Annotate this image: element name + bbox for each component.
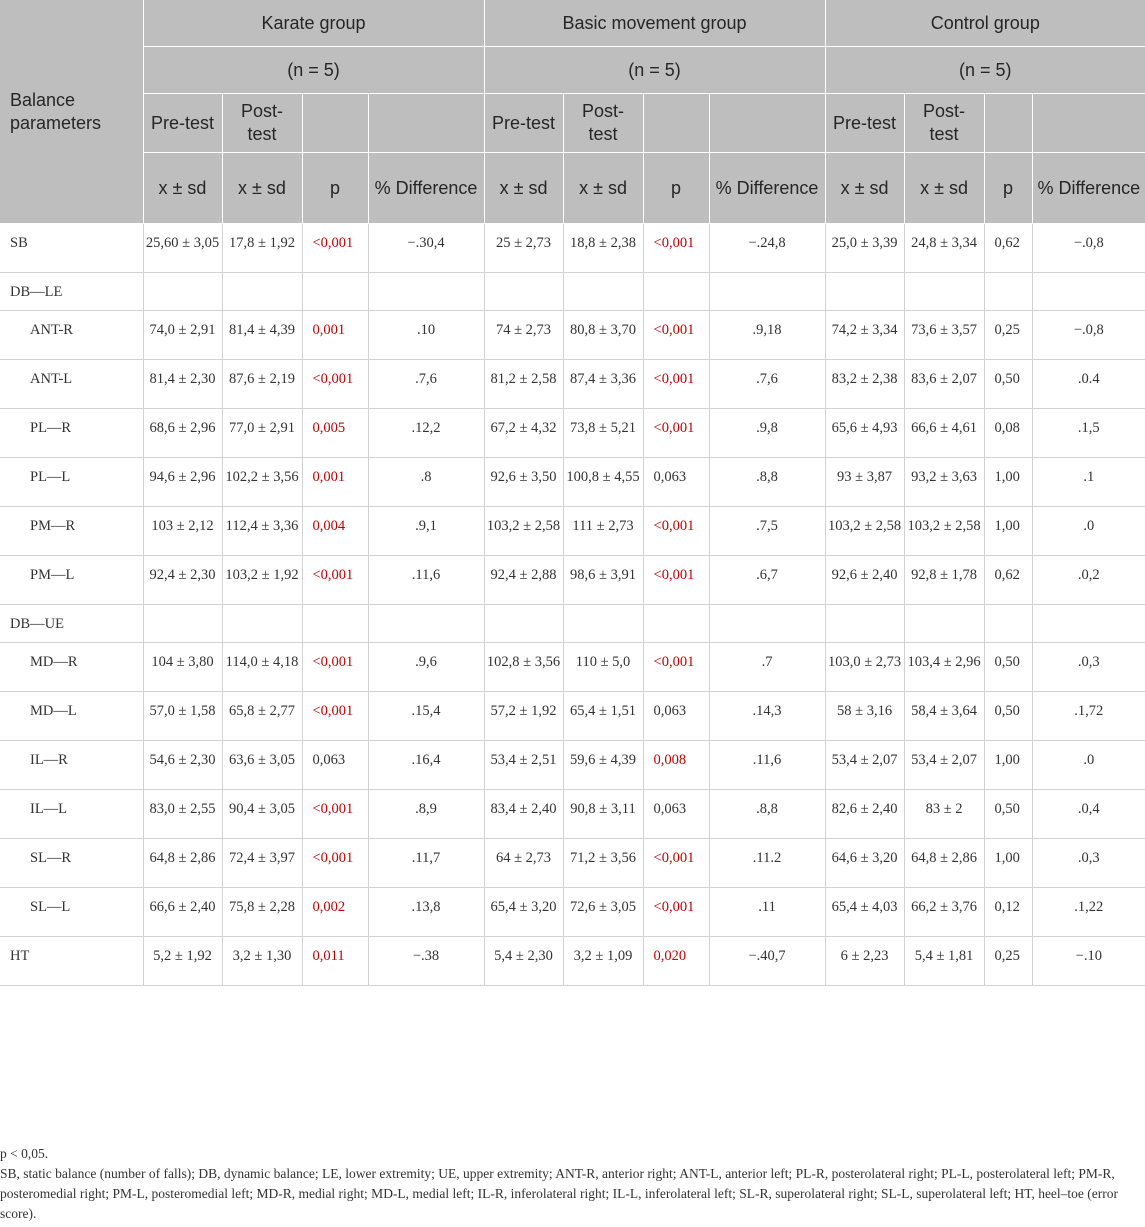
percent-difference: .0,3: [1032, 839, 1145, 888]
empty-cell: [143, 273, 222, 311]
pre-test-value: 53,4 ± 2,07: [825, 741, 904, 790]
percent-difference: .11,7: [368, 839, 484, 888]
percent-difference: .7,5: [709, 507, 825, 556]
pre-test-value: 58 ± 3,16: [825, 692, 904, 741]
percent-difference: .11: [709, 888, 825, 937]
p-value: <0,001: [643, 839, 709, 888]
p-value: <0,001: [643, 360, 709, 409]
p-value: 0,005: [302, 409, 368, 458]
pre-test-value: 103,2 ± 2,58: [825, 507, 904, 556]
pre-test-value: 25,0 ± 3,39: [825, 224, 904, 273]
post-test-value: 90,4 ± 3,05: [222, 790, 302, 839]
p-value: 0,063: [643, 692, 709, 741]
percent-difference: .0,4: [1032, 790, 1145, 839]
pre-test-value: 83,4 ± 2,40: [484, 790, 563, 839]
empty-cell: [302, 605, 368, 643]
table-row: [0, 937, 1145, 986]
pre-test-value: 81,4 ± 2,30: [143, 360, 222, 409]
row-parameter: PM—R: [0, 507, 143, 556]
post-test-value: 83,6 ± 2,07: [904, 360, 984, 409]
row-parameter: SL—R: [0, 839, 143, 888]
pre-test-value: 64,6 ± 3,20: [825, 839, 904, 888]
post-test-value: 92,8 ± 1,78: [904, 556, 984, 605]
percent-difference: .1,5: [1032, 409, 1145, 458]
pre-test-value: 103 ± 2,12: [143, 507, 222, 556]
empty-cell: [904, 273, 984, 311]
percent-difference: .6,7: [709, 556, 825, 605]
pre-test-value: 5,4 ± 2,30: [484, 937, 563, 986]
row-parameter: MD—L: [0, 692, 143, 741]
pre-test-value: 66,6 ± 2,40: [143, 888, 222, 937]
p-value: 0,063: [643, 458, 709, 507]
control-pre-test-header: Pre-test: [825, 94, 904, 153]
p-value: <0,001: [302, 839, 368, 888]
post-test-value: 77,0 ± 2,91: [222, 409, 302, 458]
row-parameter: PL—L: [0, 458, 143, 507]
p-value: <0,001: [643, 409, 709, 458]
post-test-value: 66,2 ± 3,76: [904, 888, 984, 937]
percent-difference: .8,8: [709, 458, 825, 507]
post-test-value: 93,2 ± 3,63: [904, 458, 984, 507]
table-row: [0, 458, 1145, 507]
p-value: 0,12: [984, 888, 1032, 937]
control-group-header: Control group: [825, 0, 1145, 47]
post-test-value: 80,8 ± 3,70: [563, 311, 643, 360]
p-value: 0,063: [302, 741, 368, 790]
pre-test-value: 57,2 ± 1,92: [484, 692, 563, 741]
pre-test-value: 93 ± 3,87: [825, 458, 904, 507]
percent-difference: .0,2: [1032, 556, 1145, 605]
percent-difference: −.10: [1032, 937, 1145, 986]
post-test-value: 102,2 ± 3,56: [222, 458, 302, 507]
post-test-value: 53,4 ± 2,07: [904, 741, 984, 790]
pre-test-value: 57,0 ± 1,58: [143, 692, 222, 741]
percent-difference: .1: [1032, 458, 1145, 507]
percent-difference: .13,8: [368, 888, 484, 937]
p-value: 0,62: [984, 224, 1032, 273]
control-post-xsd: x ± sd: [904, 153, 984, 224]
p-value: 0,001: [302, 458, 368, 507]
post-test-value: 73,8 ± 5,21: [563, 409, 643, 458]
empty-cell: [302, 273, 368, 311]
table-row: [0, 605, 1145, 643]
pre-test-value: 6 ± 2,23: [825, 937, 904, 986]
percent-difference: −.0,8: [1032, 224, 1145, 273]
post-test-value: 112,4 ± 3,36: [222, 507, 302, 556]
percent-difference: −.0,8: [1032, 311, 1145, 360]
row-parameter: PL—R: [0, 409, 143, 458]
p-value: <0,001: [643, 224, 709, 273]
empty-cell: [368, 605, 484, 643]
post-test-value: 66,6 ± 4,61: [904, 409, 984, 458]
post-test-value: 3,2 ± 1,30: [222, 937, 302, 986]
post-test-value: 72,4 ± 3,97: [222, 839, 302, 888]
empty-cell: [825, 273, 904, 311]
control-diff-header: % Difference: [1032, 153, 1145, 224]
row-parameter: DB—UE: [0, 605, 143, 643]
empty-cell: [222, 605, 302, 643]
p-value: 0,002: [302, 888, 368, 937]
table-row: [0, 888, 1145, 937]
percent-difference: .9,1: [368, 507, 484, 556]
post-test-value: 58,4 ± 3,64: [904, 692, 984, 741]
balance-parameters-header: Balance parameters: [0, 0, 143, 224]
empty-cell: [984, 273, 1032, 311]
empty-cell: [643, 273, 709, 311]
pre-test-value: 65,4 ± 3,20: [484, 888, 563, 937]
pre-test-value: 25,60 ± 3,05: [143, 224, 222, 273]
karate-diff-header: % Difference: [368, 153, 484, 224]
percent-difference: .0,3: [1032, 643, 1145, 692]
percent-difference: .8: [368, 458, 484, 507]
pre-test-value: 64 ± 2,73: [484, 839, 563, 888]
basic-blank: [643, 94, 709, 153]
row-parameter: SL—L: [0, 888, 143, 937]
basic-post-xsd: x ± sd: [563, 153, 643, 224]
empty-cell: [143, 605, 222, 643]
percent-difference: .14,3: [709, 692, 825, 741]
table-footnotes: [0, 1144, 1140, 1224]
karate-post-xsd: x ± sd: [222, 153, 302, 224]
empty-cell: [904, 605, 984, 643]
significance-note: p < 0,05.: [0, 1146, 49, 1161]
p-value: <0,001: [302, 790, 368, 839]
row-parameter: IL—L: [0, 790, 143, 839]
p-value: 0,50: [984, 692, 1032, 741]
p-value: 1,00: [984, 507, 1032, 556]
pre-test-value: 65,4 ± 4,03: [825, 888, 904, 937]
post-test-value: 98,6 ± 3,91: [563, 556, 643, 605]
empty-cell: [563, 273, 643, 311]
post-test-value: 87,6 ± 2,19: [222, 360, 302, 409]
control-post-test-header: Post-test: [904, 94, 984, 153]
percent-difference: .0: [1032, 507, 1145, 556]
pre-test-value: 65,6 ± 4,93: [825, 409, 904, 458]
empty-cell: [984, 605, 1032, 643]
percent-difference: −.30,4: [368, 224, 484, 273]
post-test-value: 103,2 ± 1,92: [222, 556, 302, 605]
percent-difference: .9,6: [368, 643, 484, 692]
karate-blank: [368, 94, 484, 153]
table-row: [0, 224, 1145, 273]
post-test-value: 63,6 ± 3,05: [222, 741, 302, 790]
control-pre-xsd: x ± sd: [825, 153, 904, 224]
empty-cell: [484, 273, 563, 311]
basic-pre-test-header: Pre-test: [484, 94, 563, 153]
pre-test-value: 94,6 ± 2,96: [143, 458, 222, 507]
row-parameter: SB: [0, 224, 143, 273]
post-test-value: 71,2 ± 3,56: [563, 839, 643, 888]
post-test-value: 72,6 ± 3,05: [563, 888, 643, 937]
p-value: 1,00: [984, 458, 1032, 507]
table-row: [0, 790, 1145, 839]
p-value: <0,001: [643, 556, 709, 605]
table-row: [0, 507, 1145, 556]
control-blank: [984, 94, 1032, 153]
karate-group-header: Karate group: [143, 0, 484, 47]
percent-difference: .0.4: [1032, 360, 1145, 409]
percent-difference: .9,8: [709, 409, 825, 458]
table-row: [0, 273, 1145, 311]
p-value: 0,008: [643, 741, 709, 790]
pre-test-value: 92,4 ± 2,30: [143, 556, 222, 605]
row-parameter: MD—R: [0, 643, 143, 692]
basic-p-header: p: [643, 153, 709, 224]
basic-diff-header: % Difference: [709, 153, 825, 224]
percent-difference: .11,6: [709, 741, 825, 790]
p-value: <0,001: [302, 224, 368, 273]
empty-cell: [709, 605, 825, 643]
empty-cell: [1032, 273, 1145, 311]
karate-pre-test-header: Pre-test: [143, 94, 222, 153]
percent-difference: .8,9: [368, 790, 484, 839]
post-test-value: 65,8 ± 2,77: [222, 692, 302, 741]
p-value: <0,001: [302, 692, 368, 741]
karate-pre-xsd: x ± sd: [143, 153, 222, 224]
row-parameter: HT: [0, 937, 143, 986]
post-test-value: 75,8 ± 2,28: [222, 888, 302, 937]
post-test-value: 111 ± 2,73: [563, 507, 643, 556]
pre-test-value: 25 ± 2,73: [484, 224, 563, 273]
table-row: [0, 643, 1145, 692]
percent-difference: .10: [368, 311, 484, 360]
row-parameter: ANT-L: [0, 360, 143, 409]
basic-movement-n: (n = 5): [484, 47, 825, 94]
table-row: [0, 311, 1145, 360]
basic-blank: [709, 94, 825, 153]
empty-cell: [1032, 605, 1145, 643]
pre-test-value: 5,2 ± 1,92: [143, 937, 222, 986]
table-row: [0, 839, 1145, 888]
post-test-value: 64,8 ± 2,86: [904, 839, 984, 888]
post-test-value: 73,6 ± 3,57: [904, 311, 984, 360]
empty-cell: [484, 605, 563, 643]
p-value: 0,62: [984, 556, 1032, 605]
table-row: [0, 692, 1145, 741]
pre-test-value: 74,0 ± 2,91: [143, 311, 222, 360]
p-value: <0,001: [643, 643, 709, 692]
percent-difference: .11,6: [368, 556, 484, 605]
post-test-value: 110 ± 5,0: [563, 643, 643, 692]
karate-post-test-header: Post-test: [222, 94, 302, 153]
p-value: <0,001: [302, 360, 368, 409]
post-test-value: 17,8 ± 1,92: [222, 224, 302, 273]
p-value: <0,001: [302, 643, 368, 692]
basic-post-test-header: Post-test: [563, 94, 643, 153]
control-n: (n = 5): [825, 47, 1145, 94]
empty-cell: [368, 273, 484, 311]
percent-difference: .0: [1032, 741, 1145, 790]
percent-difference: .8,8: [709, 790, 825, 839]
pre-test-value: 67,2 ± 4,32: [484, 409, 563, 458]
pre-test-value: 82,6 ± 2,40: [825, 790, 904, 839]
percent-difference: .7,6: [709, 360, 825, 409]
pre-test-value: 54,6 ± 2,30: [143, 741, 222, 790]
basic-movement-group-header: Basic movement group: [484, 0, 825, 47]
p-value: 0,004: [302, 507, 368, 556]
post-test-value: 87,4 ± 3,36: [563, 360, 643, 409]
post-test-value: 24,8 ± 3,34: [904, 224, 984, 273]
percent-difference: −.24,8: [709, 224, 825, 273]
pre-test-value: 81,2 ± 2,58: [484, 360, 563, 409]
p-value: 0,50: [984, 360, 1032, 409]
p-value: 1,00: [984, 741, 1032, 790]
p-value: 0,50: [984, 790, 1032, 839]
pre-test-value: 64,8 ± 2,86: [143, 839, 222, 888]
table-row: [0, 741, 1145, 790]
percent-difference: .1,72: [1032, 692, 1145, 741]
pre-test-value: 53,4 ± 2,51: [484, 741, 563, 790]
pre-test-value: 92,4 ± 2,88: [484, 556, 563, 605]
post-test-value: 65,4 ± 1,51: [563, 692, 643, 741]
p-value: 0,25: [984, 311, 1032, 360]
p-value: 1,00: [984, 839, 1032, 888]
p-value: 0,011: [302, 937, 368, 986]
percent-difference: .16,4: [368, 741, 484, 790]
row-parameter: PM—L: [0, 556, 143, 605]
percent-difference: .7: [709, 643, 825, 692]
pre-test-value: 68,6 ± 2,96: [143, 409, 222, 458]
pre-test-value: 103,0 ± 2,73: [825, 643, 904, 692]
pre-test-value: 102,8 ± 3,56: [484, 643, 563, 692]
p-value: 0,25: [984, 937, 1032, 986]
pre-test-value: 83,0 ± 2,55: [143, 790, 222, 839]
table-body: [0, 224, 1145, 986]
karate-n: (n = 5): [143, 47, 484, 94]
pre-test-value: 103,2 ± 2,58: [484, 507, 563, 556]
karate-blank: [302, 94, 368, 153]
post-test-value: 18,8 ± 2,38: [563, 224, 643, 273]
empty-cell: [222, 273, 302, 311]
post-test-value: 114,0 ± 4,18: [222, 643, 302, 692]
control-p-header: p: [984, 153, 1032, 224]
pre-test-value: 74,2 ± 3,34: [825, 311, 904, 360]
p-value: <0,001: [643, 311, 709, 360]
post-test-value: 100,8 ± 4,55: [563, 458, 643, 507]
p-value: <0,001: [643, 888, 709, 937]
p-value: <0,001: [643, 507, 709, 556]
percent-difference: .15,4: [368, 692, 484, 741]
post-test-value: 103,4 ± 2,96: [904, 643, 984, 692]
row-parameter: ANT-R: [0, 311, 143, 360]
post-test-value: 59,6 ± 4,39: [563, 741, 643, 790]
pre-test-value: 83,2 ± 2,38: [825, 360, 904, 409]
p-value: 0,020: [643, 937, 709, 986]
empty-cell: [643, 605, 709, 643]
percent-difference: .12,2: [368, 409, 484, 458]
table-row: [0, 556, 1145, 605]
post-test-value: 81,4 ± 4,39: [222, 311, 302, 360]
p-value: 0,063: [643, 790, 709, 839]
abbreviations-note: SB, static balance (number of falls); DB, dynamic balance; LE, lower extremity; UE, upper extremity; ANT-R, anterior right; ANT-L, anterior left; PL-R, posterolateral right; PL-L, posterolateral left; PM-R, posteromedial right; PM-L, posteromedial left; MD-R, medial right; MD-L, medial left; IL-R, inferolateral right; IL-L, inferolateral left; SL-R, superolateral right; SL-L, superolateral left; HT, heel–toe (error score).: [0, 1166, 1119, 1221]
p-value: 0,08: [984, 409, 1032, 458]
post-test-value: 3,2 ± 1,09: [563, 937, 643, 986]
post-test-value: 90,8 ± 3,11: [563, 790, 643, 839]
percent-difference: .9,18: [709, 311, 825, 360]
post-test-value: 103,2 ± 2,58: [904, 507, 984, 556]
percent-difference: .1,22: [1032, 888, 1145, 937]
empty-cell: [825, 605, 904, 643]
empty-cell: [709, 273, 825, 311]
pre-test-value: 92,6 ± 3,50: [484, 458, 563, 507]
post-test-value: 5,4 ± 1,81: [904, 937, 984, 986]
percent-difference: .7,6: [368, 360, 484, 409]
basic-pre-xsd: x ± sd: [484, 153, 563, 224]
row-parameter: DB—LE: [0, 273, 143, 311]
control-blank: [1032, 94, 1145, 153]
karate-p-header: p: [302, 153, 368, 224]
table-row: [0, 360, 1145, 409]
empty-cell: [563, 605, 643, 643]
pre-test-value: 104 ± 3,80: [143, 643, 222, 692]
p-value: 0,50: [984, 643, 1032, 692]
table-row: [0, 409, 1145, 458]
p-value: 0,001: [302, 311, 368, 360]
percent-difference: −.40,7: [709, 937, 825, 986]
p-value: <0,001: [302, 556, 368, 605]
percent-difference: −.38: [368, 937, 484, 986]
row-parameter: IL—R: [0, 741, 143, 790]
post-test-value: 83 ± 2: [904, 790, 984, 839]
pre-test-value: 74 ± 2,73: [484, 311, 563, 360]
pre-test-value: 92,6 ± 2,40: [825, 556, 904, 605]
percent-difference: .11.2: [709, 839, 825, 888]
